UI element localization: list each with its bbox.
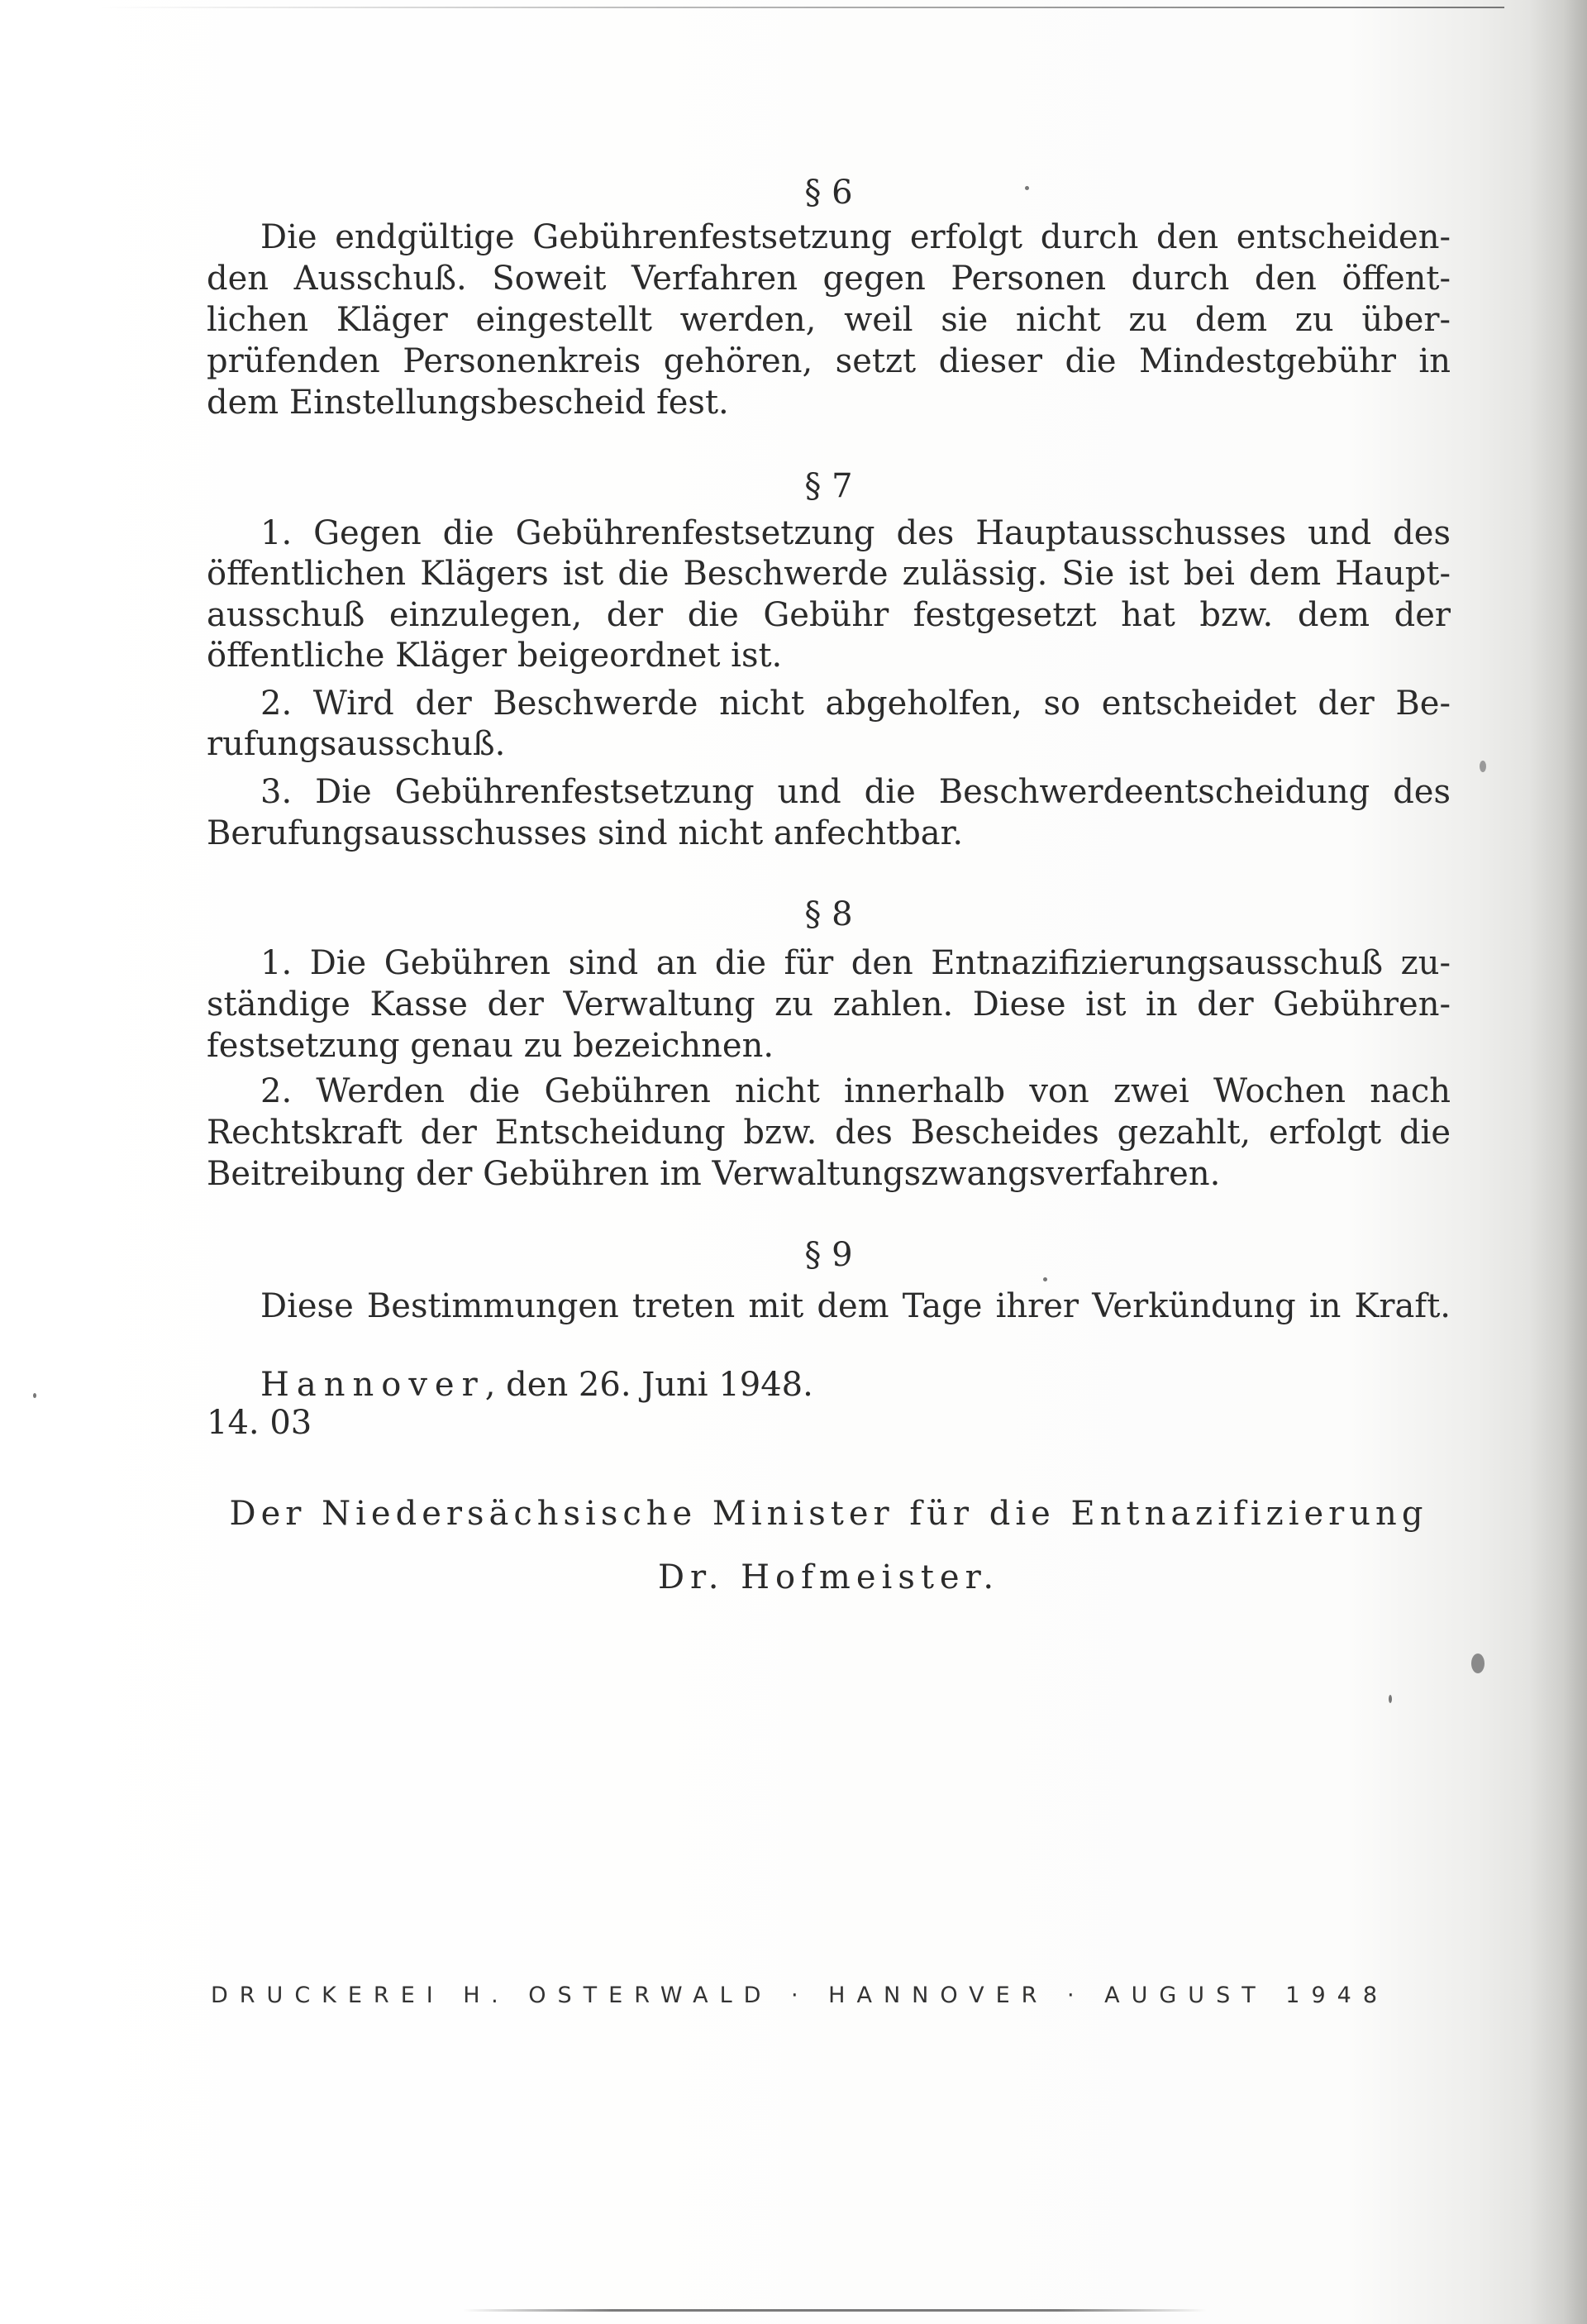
place-name: Hannover	[260, 1366, 485, 1404]
section-9-heading: § 9	[804, 1236, 853, 1274]
section-6-line-5: dem Einstellungsbescheid fest.	[207, 384, 729, 422]
bottom-edge-line	[463, 2309, 1207, 2312]
section-8-line-4: 2. Werden die Gebühren nicht innerhalb von zwei Wochen nach	[260, 1072, 1451, 1110]
section-7-line-6: rufungsausschuß.	[207, 725, 506, 763]
date-text: , den 26. Juni 1948.	[484, 1366, 813, 1404]
section-8-line-1: 1. Die Gebühren sind an die für den Entnazifizierungsausschuß zu-	[260, 944, 1451, 982]
reference-number: 14. 03	[207, 1404, 312, 1442]
section-8-line-6: Beitreibung der Gebühren im Verwaltungszwangsverfahren.	[207, 1155, 1221, 1193]
section-8-line-3: festsetzung genau zu bezeichnen.	[207, 1027, 774, 1065]
section-7-heading: § 7	[804, 467, 853, 505]
section-9-line-1: Diese Bestimmungen treten mit dem Tage ihrer Verkündung in Kraft.	[260, 1287, 1451, 1325]
section-8-heading: § 8	[804, 895, 853, 933]
ministry-title: Der Niedersächsische Minister für die Entnazifizierung	[229, 1495, 1428, 1533]
section-7-line-5: 2. Wird der Beschwerde nicht abgeholfen, so entscheidet der Be-	[260, 685, 1451, 723]
scan-blemish	[1471, 1654, 1485, 1673]
section-6-line-2: den Ausschuß. Soweit Verfahren gegen Personen durch den öffent-	[207, 260, 1451, 298]
scan-blemish	[1043, 1277, 1047, 1281]
scan-blemish	[33, 1393, 36, 1398]
scan-blemish	[1480, 761, 1486, 772]
top-edge-line	[99, 7, 1504, 8]
section-6-heading: § 6	[804, 174, 853, 212]
section-7-line-8: Berufungsausschusses sind nicht anfechtbar.	[207, 814, 964, 852]
page-edge-shadow	[1529, 0, 1587, 2324]
scan-blemish	[1389, 1695, 1392, 1703]
place-date-line	[207, 1364, 1451, 1405]
printer-imprint: DRUCKEREI H. OSTERWALD · HANNOVER · AUGUST 1948	[211, 1983, 1389, 2008]
section-7-line-2: öffentlichen Klägers ist die Beschwerde zulässig. Sie ist bei dem Haupt-	[207, 555, 1451, 593]
section-7-line-3: ausschuß einzulegen, der die Gebühr festgesetzt hat bzw. dem der	[207, 596, 1451, 634]
section-8-line-2: ständige Kasse der Verwaltung zu zahlen. Diese ist in der Gebühren-	[207, 985, 1451, 1024]
signer-name: Dr. Hofmeister.	[657, 1558, 1000, 1596]
section-7-line-7: 3. Die Gebührenfestsetzung und die Beschwerdeentscheidung des	[260, 773, 1451, 811]
section-6-line-4: prüfenden Personenkreis gehören, setzt dieser die Mindestgebühr in	[207, 342, 1451, 380]
section-8-line-5: Rechtskraft der Entscheidung bzw. des Bescheides gezahlt, erfolgt die	[207, 1114, 1451, 1152]
section-6-line-3: lichen Kläger eingestellt werden, weil sie nicht zu dem zu über-	[207, 301, 1451, 339]
section-7-line-4: öffentliche Kläger beigeordnet ist.	[207, 637, 783, 675]
section-7-line-1: 1. Gegen die Gebührenfestsetzung des Hauptausschusses und des	[260, 514, 1451, 552]
scan-blemish	[1025, 186, 1029, 190]
section-6-line-1: Die endgültige Gebührenfestsetzung erfolgt durch den entscheiden-	[260, 218, 1451, 256]
